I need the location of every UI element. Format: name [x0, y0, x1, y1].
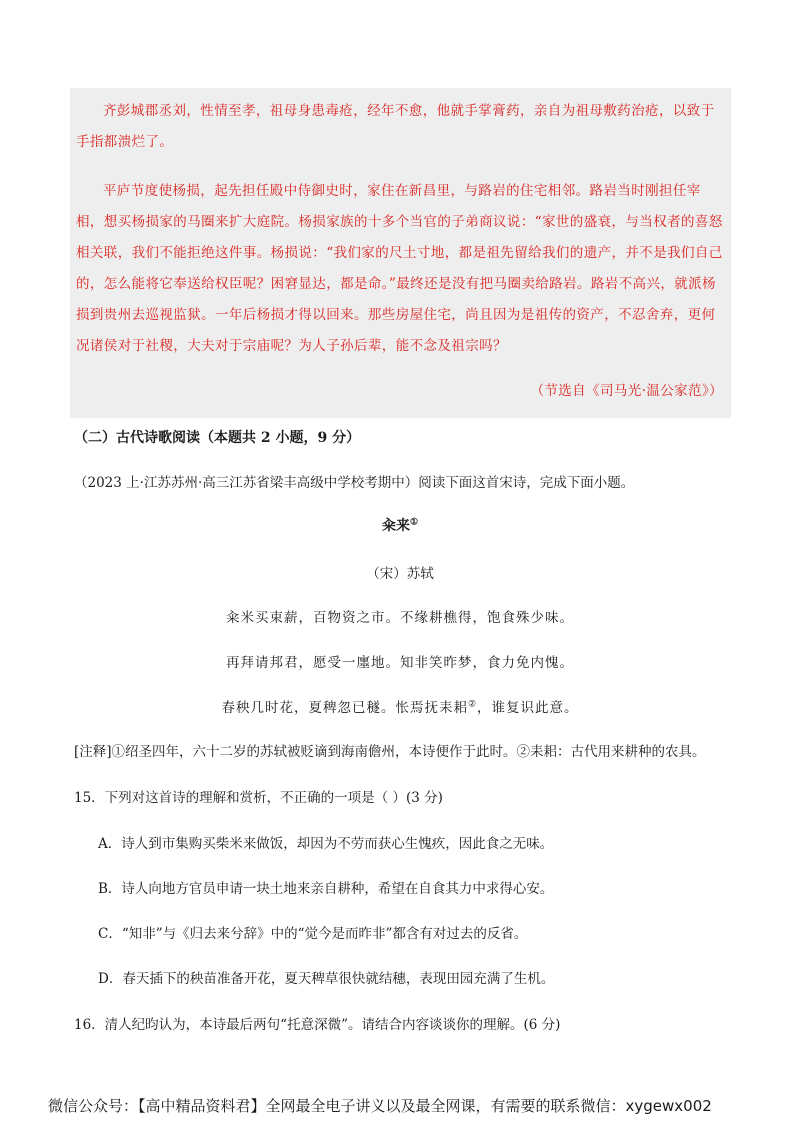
poem-line-3	[0, 696, 800, 716]
poem-line-2: 再拜请邦君，愿受一廛地。知非笑昨梦，食力免内愧。	[226, 655, 574, 671]
translation-box	[70, 88, 731, 418]
poem-title-note-mark: ①	[409, 517, 419, 528]
poem-notes: [注释]①绍圣四年，六十二岁的苏轼被贬谪到海南儋州，本诗便作于此时。②耒耜：古代用来耕种的农具。	[74, 744, 706, 760]
poem-title	[0, 515, 800, 535]
section-heading: （二）古代诗歌阅读（本题共 2 小题，9 分）	[74, 430, 361, 446]
poem-line-3-part-a: 春秧几时花，夏稗忽已穟。怅焉抚耒耜	[221, 700, 468, 716]
poem-line-1: 籴米买束薪，百物资之市。不缘耕樵得，饱食殊少味。	[226, 610, 574, 626]
poem-author: （宋）苏轼	[366, 566, 434, 582]
question-15-stem: 15．下列对这首诗的理解和赏析，不正确的一项是（ ）(3 分)	[74, 790, 443, 806]
translation-paragraph-2: 平庐节度使杨损，起先担任殿中侍御史时，家住在新昌里，与路岩的住宅相邻。路岩当时刚担任宰相，想买杨损家的马圈来扩大庭院。杨损家族的十多个当官的子弟商议说：“家世的盛衰，与当权者的喜怒相关联，我们不能拒绝这件事。杨损说：“我们家的尺土寸地，都是祖先留给我们的遗产，并不是我们自己的，怎么能将它奉送给权臣呢？困窘显达，都是命。”最终还是没有把马圈卖给路岩。路岩不高兴，就派杨损到贵州去巡视监狱。一年后杨损才得以回来。那些房屋住宅，尚且因为是祖传的资产，不忍舍弃，更何况诸侯对于社稷，大夫对于宗庙呢？为人子孙后辈，能不念及祖宗吗？	[76, 183, 723, 354]
poem-line-3-note-mark: ②	[467, 699, 478, 710]
question-15-option-b[interactable]: B．诗人向地方官员申请一块土地来亲自耕种，希望在自食其力中求得心安。	[98, 881, 554, 897]
poem-line-3-part-b: ，谁复识此意。	[477, 700, 579, 716]
footer-promo: 微信公众号：【高中精品资料君】全网最全电子讲义以及最全网课，有需要的联系微信：xygewx002	[48, 1097, 712, 1115]
question-16-stem: 16．清人纪昀认为，本诗最后两句“托意深微”。请结合内容谈谈你的理解。(6 分)	[74, 1017, 561, 1033]
question-15-option-a[interactable]: A．诗人到市集购买柴米来做饭，却因为不劳而获心生愧疚，因此食之无味。	[98, 836, 554, 852]
question-intro: （2023 上·江苏苏州·高三江苏省梁丰高级中学校考期中）阅读下面这首宋诗，完成下面小题。	[74, 475, 635, 491]
question-15-option-d[interactable]: D．春天插下的秧苗准备开花，夏天稗草很快就结穗，表现田园充满了生机。	[98, 971, 555, 987]
translation-paragraph-1: 齐彭城郡丞刘，性情至孝，祖母身患毒疮，经年不愈，他就手掌膏药，亲自为祖母敷药治疮，以致于手指都溃烂了。	[76, 103, 715, 150]
poem-title-text: 籴来	[381, 518, 410, 534]
question-15-option-c[interactable]: C．“知非”与《归去来兮辞》中的“觉今是而昨非”都含有对过去的反省。	[98, 926, 528, 942]
translation-source: （节选自《司马光·温公家范》）	[530, 383, 723, 399]
